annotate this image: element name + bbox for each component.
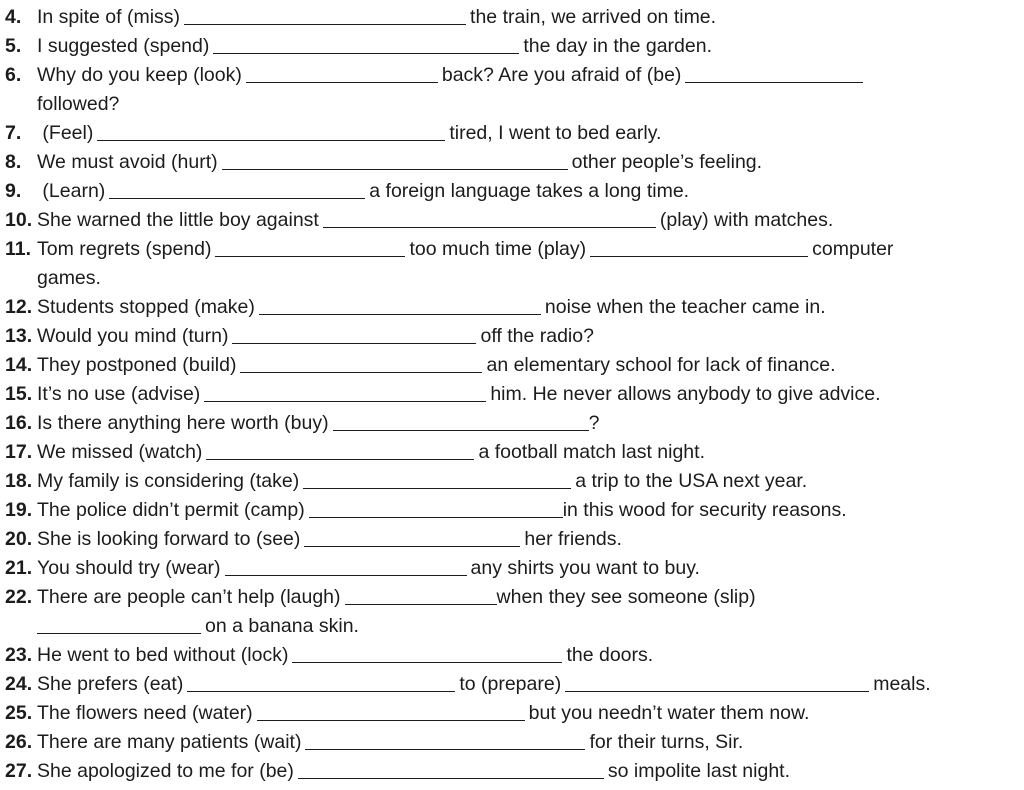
exercise-item-25: [0, 699, 1024, 728]
item-text-middle: when they see someone (slip): [496, 586, 756, 608]
answer-blank[interactable]: [240, 371, 482, 373]
item-text-after: tired, I went to bed early.: [449, 122, 662, 144]
answer-blank[interactable]: [222, 168, 568, 170]
item-text-after: him. He never allows anybody to give advice.: [490, 383, 881, 405]
item-text-after: in this wood for security reasons.: [562, 499, 847, 521]
exercise-item-10: [0, 206, 1024, 235]
exercise-item-8: [0, 148, 1024, 177]
answer-blank[interactable]: [323, 226, 656, 228]
item-text-before: You should try (wear): [37, 557, 221, 579]
item-number: 8.: [5, 151, 22, 173]
item-text-before: Would you mind (turn): [37, 325, 229, 347]
answer-blank[interactable]: [225, 574, 467, 576]
exercise-item-13: [0, 322, 1024, 351]
item-text-after: her friends.: [524, 528, 622, 550]
item-text-before: He went to bed without (lock): [37, 644, 289, 666]
item-text-before: Tom regrets (spend): [37, 238, 212, 260]
item-text-before: (Feel): [37, 122, 94, 144]
exercise-item-15: [0, 380, 1024, 409]
item-number: 7.: [5, 122, 22, 144]
answer-blank[interactable]: [97, 139, 445, 141]
item-text-before: I suggested (spend): [37, 35, 210, 57]
item-number: 25.: [5, 702, 33, 724]
answer-blank[interactable]: [309, 516, 563, 518]
item-number: 23.: [5, 644, 33, 666]
exercise-item-26: [0, 728, 1024, 757]
item-text-after: for their turns, Sir.: [589, 731, 744, 753]
item-text-before: Is there anything here worth (buy): [37, 412, 329, 434]
item-text-before: Students stopped (make): [37, 296, 255, 318]
exercise-item-21: [0, 554, 1024, 583]
item-text-after: any shirts you want to buy.: [470, 557, 700, 579]
exercise-item-9: [0, 177, 1024, 206]
answer-blank[interactable]: [232, 342, 476, 344]
item-text-middle: too much time (play): [409, 238, 587, 260]
item-text-after: a football match last night.: [478, 441, 705, 463]
item-number: 12.: [5, 296, 33, 318]
answer-blank[interactable]: [305, 748, 585, 750]
item-number: 16.: [5, 412, 33, 434]
exercise-item-27: [0, 757, 1024, 786]
exercise-item-18: [0, 467, 1024, 496]
answer-blank[interactable]: [187, 690, 455, 692]
item-text-after: an elementary school for lack of finance.: [486, 354, 836, 376]
item-number: 17.: [5, 441, 33, 463]
item-text-before: We missed (watch): [37, 441, 203, 463]
item-text-before: In spite of (miss): [37, 6, 181, 28]
item-number: 14.: [5, 354, 33, 376]
item-text-after: so impolite last night.: [607, 760, 790, 782]
item-number: 13.: [5, 325, 33, 347]
item-text-before: She warned the little boy against: [37, 209, 319, 231]
item-text-after: a foreign language takes a long time.: [369, 180, 690, 202]
item-text-after: the doors.: [566, 644, 654, 666]
item-text-after: other people’s feeling.: [571, 151, 763, 173]
item-text-before: She is looking forward to (see): [37, 528, 301, 550]
item-text-before: There are many patients (wait): [37, 731, 302, 753]
answer-blank[interactable]: [246, 81, 438, 83]
exercise-item-20: [0, 525, 1024, 554]
answer-blank[interactable]: [204, 400, 486, 402]
item-text-continuation: on a banana skin.: [205, 615, 359, 637]
answer-blank[interactable]: [565, 690, 869, 692]
item-text-before: It’s no use (advise): [37, 383, 201, 405]
exercise-item-11: [0, 235, 1024, 264]
answer-blank[interactable]: [215, 255, 405, 257]
item-text-before: (Learn): [37, 180, 106, 202]
exercise-item-6: [0, 61, 1024, 90]
answer-blank[interactable]: [292, 661, 562, 663]
item-text-continuation: games.: [37, 267, 101, 289]
exercise-item-7: [0, 119, 1024, 148]
item-text-before: They postponed (build): [37, 354, 237, 376]
answer-blank[interactable]: [213, 52, 519, 54]
answer-blank[interactable]: [345, 603, 497, 605]
item-number: 11.: [5, 238, 32, 260]
item-number: 21.: [5, 557, 33, 579]
item-number: 15.: [5, 383, 33, 405]
item-number: 27.: [5, 760, 33, 782]
item-text-before: She prefers (eat): [37, 673, 184, 695]
item-text-before: My family is considering (take): [37, 470, 300, 492]
exercise-item-5: [0, 32, 1024, 61]
exercise-item-14: [0, 351, 1024, 380]
answer-blank[interactable]: [333, 429, 589, 431]
item-text-before: The flowers need (water): [37, 702, 253, 724]
item-number: 4.: [5, 6, 22, 28]
answer-blank[interactable]: [257, 719, 525, 721]
exercise-item-16: [0, 409, 1024, 438]
answer-blank[interactable]: [184, 23, 466, 25]
item-number: 26.: [5, 731, 33, 753]
item-number: 22.: [5, 586, 33, 608]
exercise-item-4: [0, 3, 1024, 32]
answer-blank[interactable]: [304, 545, 520, 547]
exercise-item-19: [0, 496, 1024, 525]
item-number: 24.: [5, 673, 33, 695]
item-text-after: computer: [812, 238, 894, 260]
exercise-item-6-continuation: [0, 90, 1024, 119]
item-text-middle: back? Are you afraid of (be): [441, 64, 682, 86]
exercise-item-23: [0, 641, 1024, 670]
item-text-after: (play) with matches.: [659, 209, 834, 231]
item-number: 6.: [5, 64, 22, 86]
answer-blank[interactable]: [303, 487, 571, 489]
exercise-item-11-continuation: [0, 264, 1024, 293]
answer-blank[interactable]: [206, 458, 474, 460]
item-text-after: ?: [588, 412, 600, 434]
item-text-before: There are people can’t help (laugh): [37, 586, 341, 608]
answer-blank[interactable]: [259, 313, 541, 315]
exercise-item-17: [0, 438, 1024, 467]
exercise-item-24: [0, 670, 1024, 699]
item-number: 5.: [5, 35, 22, 57]
item-text-after: the train, we arrived on time.: [470, 6, 717, 28]
answer-blank[interactable]: [298, 777, 604, 779]
answer-blank[interactable]: [109, 197, 365, 199]
item-text-after: noise when the teacher came in.: [544, 296, 826, 318]
item-text-before: Why do you keep (look): [37, 64, 242, 86]
item-number: 18.: [5, 470, 33, 492]
answer-blank[interactable]: [685, 81, 863, 83]
exercise-item-12: [0, 293, 1024, 322]
item-text-before: She apologized to me for (be): [37, 760, 294, 782]
exercise-item-22: [0, 583, 1024, 612]
item-number: 9.: [5, 180, 22, 202]
item-number: 20.: [5, 528, 33, 550]
item-text-after: a trip to the USA next year.: [575, 470, 808, 492]
exercise-item-22-continuation: [0, 612, 1024, 641]
item-text-after: the day in the garden.: [523, 35, 712, 57]
item-number: 10.: [5, 209, 33, 231]
item-text-after: off the radio?: [480, 325, 594, 347]
item-text-before: The police didn’t permit (camp): [37, 499, 305, 521]
answer-blank[interactable]: [590, 255, 808, 257]
item-text-continuation: followed?: [37, 93, 120, 115]
item-text-middle: to (prepare): [459, 673, 562, 695]
item-number: 19.: [5, 499, 33, 521]
answer-blank[interactable]: [37, 632, 201, 634]
item-text-before: We must avoid (hurt): [37, 151, 218, 173]
item-text-after: but you needn’t water them now.: [528, 702, 810, 724]
item-text-after: meals.: [873, 673, 931, 695]
